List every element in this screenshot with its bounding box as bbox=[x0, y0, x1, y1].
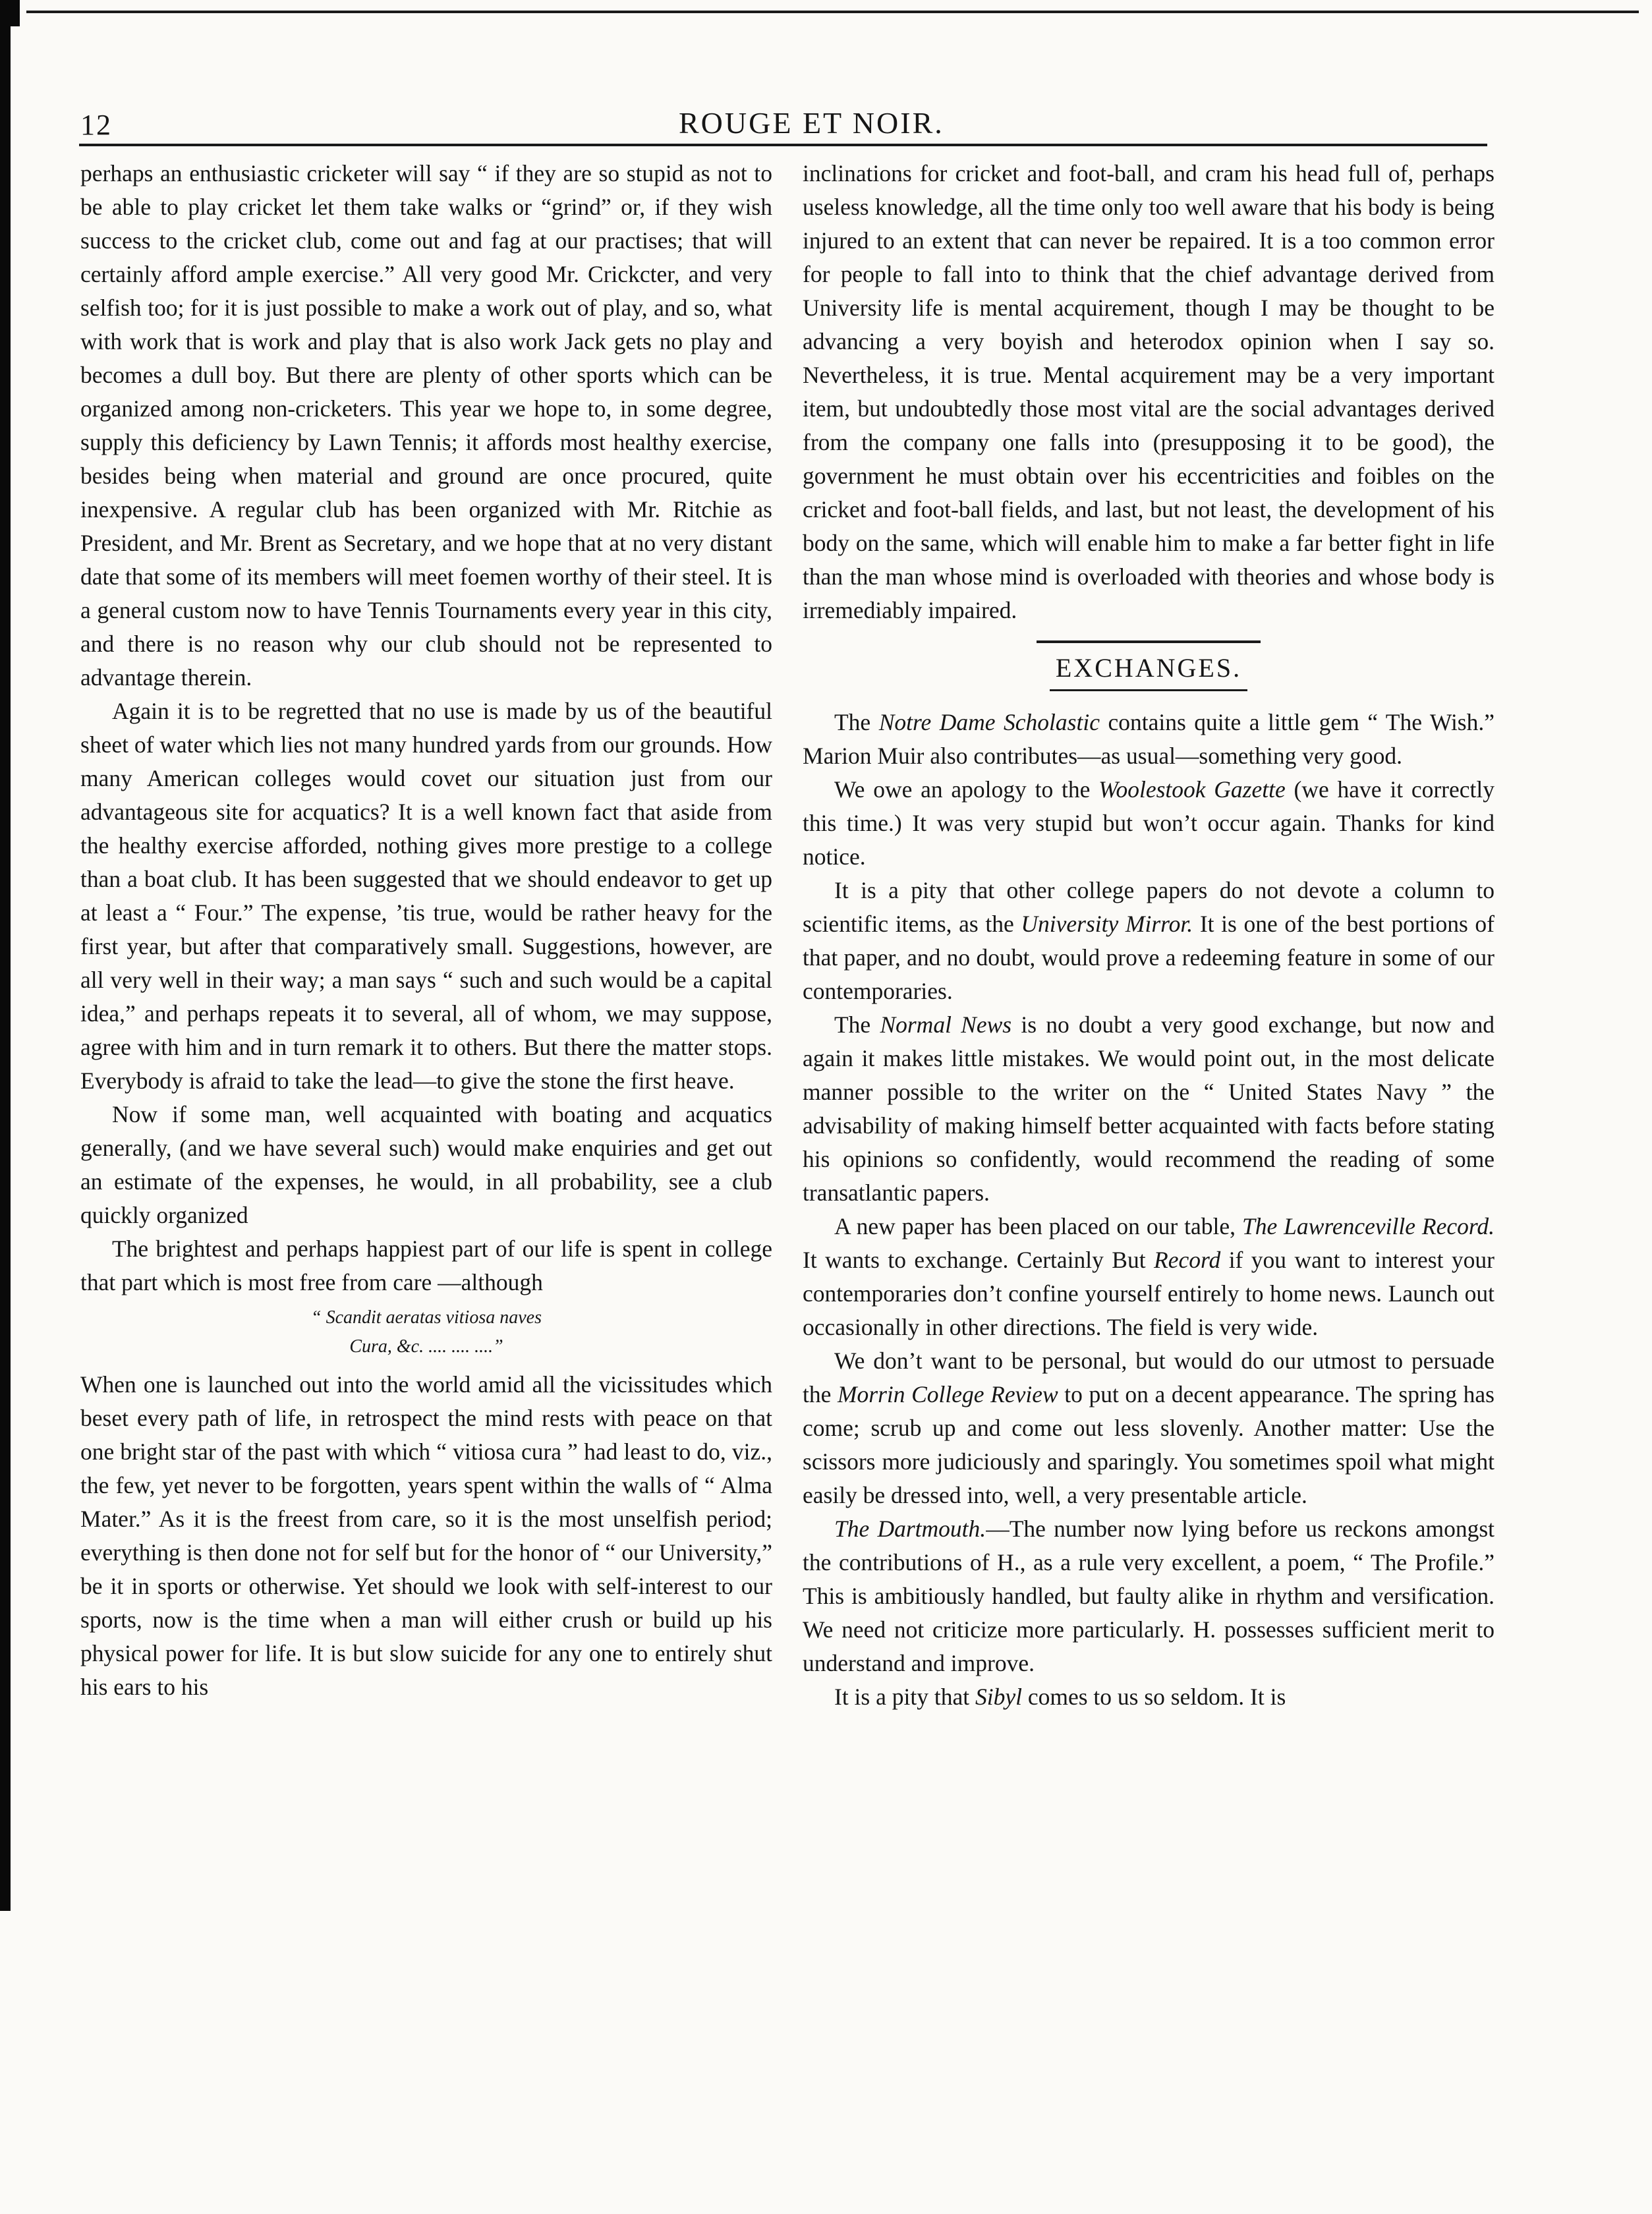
exchange-entry: We owe an apology to the Woolestook Gazette (we have it correctly this time.) It was very stupid but won’t occur again. Thanks for kind notice. bbox=[803, 776, 1495, 870]
publication-title: Woolestook Gazette bbox=[1098, 776, 1286, 803]
publication-title: The Lawrenceville Record. bbox=[1241, 1213, 1495, 1239]
publication-title: The Dartmouth. bbox=[834, 1516, 986, 1542]
paragraph: perhaps an enthusiastic cricketer will say “ if they are so stupid as not to be able to play cricket let them take walks or “grind” or, if they wish success to the cricket club, come out and fag at our practises; that will certainly afford ample exercise.” All very good Mr. Crickcter, and very selfish too; for it is just possible to make a work out of play, and so, what with work that is work and play that is also work Jack gets no play and becomes a dull boy. But there are plenty of other sports which can be organized among non-cricketers. This year we hope to, in some degree, supply this deficiency by Lawn Tennis; it affords most healthy exercise, besides being when material and ground are once procured, quite inexpensive. A regular club has been organized with Mr. Ritchie as President, and Mr. Brent as Secretary, and we hope that at no very distant date that some of its members will meet foemen worthy of their steel. It is a general custom now to have Tennis Tournaments every year in this city, and there is no reason why our club should not be represented to advantage therein. bbox=[80, 160, 772, 691]
section-heading: EXCHANGES. bbox=[1055, 653, 1242, 683]
publication-title: Morrin College Review bbox=[837, 1381, 1058, 1407]
verse-line: Cura, &c. .... .... ....” bbox=[349, 1336, 503, 1357]
section-rule bbox=[1037, 640, 1261, 643]
running-title: ROUGE ET NOIR. bbox=[679, 106, 944, 140]
page-number: 12 bbox=[80, 109, 112, 141]
publication-title: Record bbox=[1154, 1247, 1221, 1273]
top-border-rule bbox=[26, 11, 1639, 13]
paragraph: The brightest and perhaps happiest part of our life is spent in college that part which is most free from care —although bbox=[80, 1235, 772, 1295]
paragraph: When one is launched out into the world amid all the vicissitudes which beset every path of life, in retrospect the mind rests with peace on that one bright star of the past with which “ vitiosa cura ” had least to do, viz., the few, yet never to be forgotten, years spent within the walls of “ Alma Mater.” As it is the freest from care, so it is the most unselfish period; everything is then done not for self but for the honor of “ our University,” be it in sports or otherwise. Yet should we look with self-interest to our sports, now is the time when a man will either crush or build up his physical power for life. It is but slow suicide for any one to entirely shut his ears to his bbox=[80, 1371, 772, 1700]
left-column bbox=[80, 157, 772, 2167]
exchange-entry: It is a pity that Sibyl comes to us so seldom. It is bbox=[834, 1684, 1286, 1710]
paragraph: Again it is to be regretted that no use is made by us of the beautiful sheet of water which lies not many hundred yards from our grounds. How many American colleges would covet our situation just from our advantageous site for acquatics? It is a well known fact that aside from the healthy exercise afforded, nothing gives more prestige to a college than a boat club. It has been suggested that we should endeavor to get up at least a “ Four.” The expense, ’tis true, would be rather heavy for the first year, but after that comparatively small. Suggestions, however, are all very well in their way; a man says “ such and such would be a capital idea,” and perhaps repeats it to several, all of whom, we may suppose, agree with him and in turn remark it to others. But there the matter stops. Everybody is afraid to take the lead—to give the stone the first heave. bbox=[80, 698, 772, 1094]
section-rule bbox=[1050, 689, 1247, 691]
latin-quotation bbox=[80, 1303, 772, 1361]
exchange-entry: We don’t want to be personal, but would do our utmost to persuade the Morrin College Review to put on a decent appearance. The spring has come; scrub up and come out less slovenly. Another matter: Use the scissors more judiciously and sparingly. You sometimes spoil what might easily be dressed into, well, a very presentable article. bbox=[803, 1348, 1495, 1508]
binding-edge bbox=[0, 0, 11, 1911]
header-rule bbox=[79, 144, 1487, 146]
exchange-entry: A new paper has been placed on our table, The Lawrenceville Record. It wants to exchange. Certainly But Record if you want to interest your contemporaries don’t confine yourself entirely to home news. Launch out occasionally in other directions. The field is very wide. bbox=[803, 1213, 1495, 1340]
paragraph: inclinations for cricket and foot-ball, and cram his head full of, perhaps useless knowledge, all the time only too well aware that his body is being injured to an extent that can never be repaired. It is a too common error for people to fall into to think that the chief advantage derived from University life is mental acquirement, though I may be thought to be advancing a very boyish and heterodox opinion when I say so. Nevertheless, it is true. Mental acquirement may be a very important item, but undoubtedly those most vital are the social advantages derived from the company one falls into (presupposing it to be good), the government he must obtain over his eccentricities and foibles on the cricket and foot-ball fields, and last, but not least, the development of his body on the same, which will enable him to make a far better fight in life than the man whose mind is overloaded with theories and whose body is irremediably impaired. bbox=[803, 160, 1495, 623]
exchange-entry: It is a pity that other college papers do not devote a column to scientific items, as the University Mirror. It is one of the best portions of that paper, and no doubt, would prove a redeeming feature in some of our contemporaries. bbox=[803, 877, 1495, 1004]
publication-title: Sibyl bbox=[975, 1684, 1022, 1710]
exchange-entry: The Normal News is no doubt a very good exchange, but now and again it makes little mistakes. We would point out, in the most delicate manner possible to the writer on the “ United States Navy ” the advisability of making himself better acquainted with facts before stating his opinions so confidently, would recommend the reading of some transatlantic papers. bbox=[803, 1011, 1495, 1206]
publication-title: Normal News bbox=[880, 1011, 1012, 1038]
exchange-entry: The Notre Dame Scholastic contains quite a little gem “ The Wish.” Marion Muir also contributes—as usual—something very good. bbox=[803, 709, 1495, 769]
publication-title: University Mirror. bbox=[1021, 911, 1193, 937]
right-column bbox=[803, 157, 1495, 2167]
verse-line: “ Scandit aeratas vitiosa naves bbox=[311, 1307, 542, 1328]
paragraph: Now if some man, well acquainted with boating and acquatics generally, (and we have several such) would make enquiries and get out an estimate of the expenses, he would, in all probability, see a club quickly organized bbox=[80, 1101, 772, 1228]
publication-title: Notre Dame Scholastic bbox=[878, 709, 1100, 735]
scan-mark bbox=[11, 0, 20, 26]
exchange-entry: The Dartmouth.—The number now lying before us reckons amongst the contributions of H., as a rule very excellent, a poem, “ The Profile.” This is ambitiously handled, but faulty alike in rhythm and versification. We need not criticize more particularly. H. possesses sufficient merit to understand and improve. bbox=[803, 1516, 1495, 1676]
